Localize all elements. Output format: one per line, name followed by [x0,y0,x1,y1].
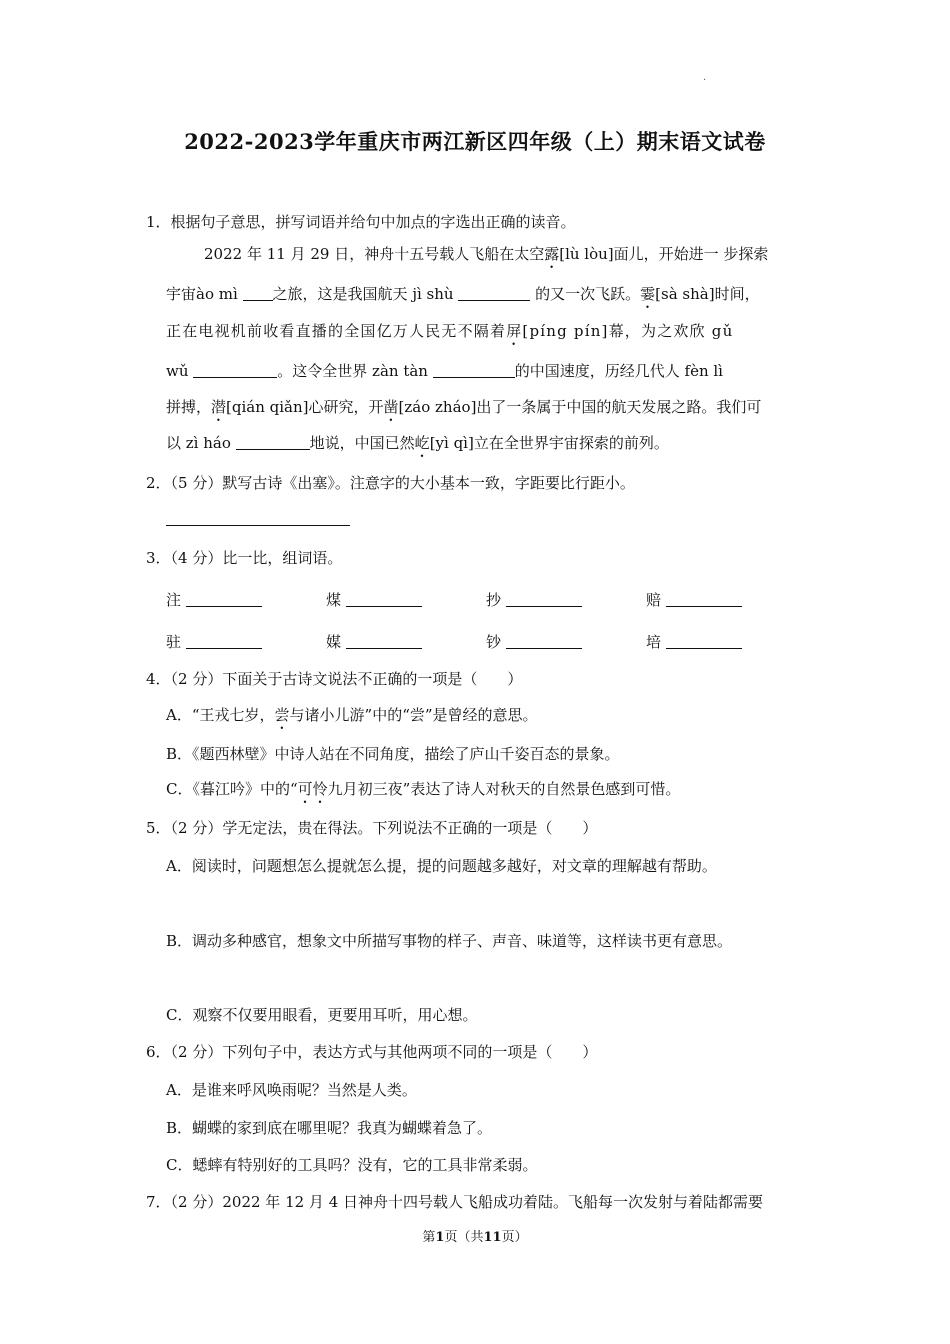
emphasis-char: 露 [544,245,560,263]
corner-mark: . [703,72,707,83]
answer-blank[interactable] [186,634,262,649]
q6-option-c[interactable]: C．蟋蟀有特别好的工具吗？没有，它的工具非常柔弱。 [166,1156,538,1174]
question-7-stem: 7．（2 分）2022 年 12 月 4 日神舟十四号载人飞船成功着陆。飞船每一次发射与着陆都需要 [146,1193,764,1211]
answer-blank[interactable] [186,592,262,607]
question-3-stem: 3．（4 分）比一比，组词语。 [146,549,343,567]
q1-passage-line-2: 宇宙ào mì 之旅，这是我国航天 jì shù 的又一次飞跃。霎[sà shà]时间， [166,285,760,303]
question-6-stem: 6．（2 分）下列句子中，表达方式与其他两项不同的一项是（ ） [146,1043,598,1061]
emphasis-char: 屏 [506,322,523,340]
q3-row-2-item-2: 媒 [326,631,422,652]
q5-option-a[interactable]: A．阅读时，问题想怎么提就怎么提，提的问题越多越好，对文章的理解越有帮助。 [166,857,717,875]
q1-passage-line-6: 以 zì háo 地说，中国已然屹[yì qì]立在全世界宇宙探索的前列。 [166,434,669,452]
question-5-stem: 5．（2 分）学无定法，贵在得法。下列说法不正确的一项是（ ） [146,819,598,837]
answer-blank[interactable] [243,286,273,301]
emphasis-char: 屹 [414,434,430,452]
q1-passage-line-5: 拼搏，潜[qián qiǎn]心研究，开凿[záo zháo]出了一条属于中国的航天发展之路。我们可 [166,398,762,416]
answer-blank[interactable] [433,363,515,378]
q1-passage-line-4: wǔ 。这令全世界 zàn tàn 的中国速度，历经几代人 fèn lì [166,362,723,380]
question-4-stem: 4．（2 分）下面关于古诗文说法不正确的一项是（ ） [146,670,523,688]
page-title: 2022-2023学年重庆市两江新区四年级（上）期末语文试卷 [184,129,766,154]
q3-row-1-item-4: 赔 [646,589,742,610]
emphasis-char: 潜 [211,398,227,416]
q1-passage-line-1: 2022 年 11 月 29 日，神舟十五号载人飞船在太空露[lù lòu]面儿，开始进一 步探索 [204,245,769,263]
q3-row-2: 驻 [166,631,262,652]
question-1-stem: 1．根据句子意思，拼写词语并给句中加点的字选出正确的读音。 [146,213,576,231]
q6-option-b[interactable]: B．蝴蝶的家到底在哪里呢？我真为蝴蝶着急了。 [166,1119,493,1137]
q4-option-c[interactable]: C．《暮江吟》中的“可怜九月初三夜”表达了诗人对秋天的自然景色感到可惜。 [166,780,681,798]
answer-blank[interactable] [458,286,530,301]
total-page-count: 11 [483,1230,502,1245]
q3-row-1: 注 [166,589,262,610]
answer-blank[interactable] [666,592,742,607]
answer-blank[interactable] [193,363,277,378]
poem-answer-line[interactable] [166,525,350,526]
q1-passage-line-3: 正在电视机前收看直播的全国亿万人民无不隔着屏[píng pín]幕，为之欢欣 gǔ [166,322,734,340]
answer-blank[interactable] [666,634,742,649]
q3-row-2-item-3: 钞 [486,631,582,652]
q4-option-a[interactable]: A．“王戎七岁，尝与诸小儿游”中的“尝”是曾经的意思。 [166,706,538,724]
q5-option-c[interactable]: C．观察不仅要用眼看，更要用耳听，用心想。 [166,1006,478,1024]
q4-option-b[interactable]: B．《题西林壁》中诗人站在不同角度，描绘了庐山千姿百态的景象。 [166,745,620,763]
page-footer: 第1页（共11页） [422,1230,528,1245]
q3-row-1-item-2: 煤 [326,589,422,610]
emphasis-char: 霎 [640,285,656,303]
q3-row-1-item-3: 抄 [486,589,582,610]
emphasis-char: 可怜 [297,780,328,798]
current-page-number: 1 [435,1230,445,1245]
question-2-stem: 2．（5 分）默写古诗《出塞》。注意字的大小基本一致，字距要比行距小。 [146,474,635,492]
answer-blank[interactable] [506,592,582,607]
answer-blank[interactable] [346,592,422,607]
q5-option-b[interactable]: B．调动多种感官，想象文中所描写事物的样子、声音、味道等，这样读书更有意思。 [166,932,733,950]
q3-row-2-item-4: 培 [646,631,742,652]
emphasis-char: 凿 [383,398,399,416]
answer-blank[interactable] [236,435,310,450]
answer-blank[interactable] [506,634,582,649]
answer-blank[interactable] [346,634,422,649]
q6-option-a[interactable]: A．是谁来呼风唤雨呢？当然是人类。 [166,1081,417,1099]
emphasis-char: 尝 [274,706,290,724]
